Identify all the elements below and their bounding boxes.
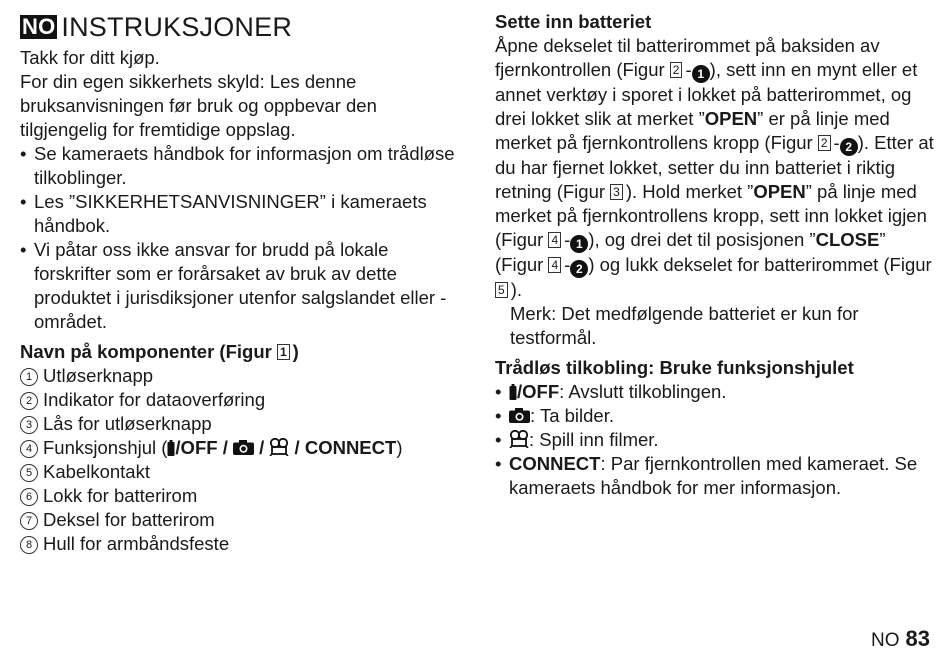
footer-language: NO — [871, 630, 900, 651]
components-heading-end: ) — [292, 341, 299, 362]
component-label: Lokk for batterirom — [43, 485, 198, 506]
wireless-item-off — [495, 380, 935, 404]
separator: / — [253, 437, 270, 458]
right-column — [495, 10, 935, 500]
item-number: 7 — [20, 512, 38, 530]
components-list — [20, 364, 460, 556]
step-marker: 2 — [840, 138, 858, 156]
component-label: Funksjonshjul ( — [43, 437, 168, 458]
component-label: Hull for armbåndsfeste — [43, 533, 230, 554]
close-label: CLOSE — [815, 229, 880, 250]
figure-ref: 3 — [610, 184, 623, 200]
wireless-heading: Trådløs tilkobling: Bruke funksjonshjulet — [495, 357, 854, 378]
intro-thanks: Takk for ditt kjøp. — [20, 47, 160, 68]
item-number: 3 — [20, 416, 38, 434]
wireless-item-photo — [495, 404, 935, 428]
movie-text: : Spill inn filmer. — [529, 429, 659, 450]
components-heading — [20, 340, 460, 364]
step-marker: 1 — [692, 65, 710, 83]
component-item — [20, 532, 460, 556]
figure-ref: 4 — [548, 232, 561, 248]
component-item — [20, 484, 460, 508]
step-marker: 2 — [570, 260, 588, 278]
figure-ref: 5 — [495, 282, 508, 298]
component-label: Indikator for dataoverføring — [43, 389, 266, 410]
page-footer — [871, 628, 930, 652]
note-item: • Vi påtar oss ikke ansvar for brudd på lokale forskrifter som er forårsaket av bruk av dette produktet i jurisdiksjoner utenfor salgslandet eller -området. — [20, 238, 460, 334]
figure-ref: 4 — [548, 257, 561, 273]
page-title — [20, 10, 460, 44]
off-text: : Avslutt tilkoblingen. — [559, 381, 727, 402]
item-number: 1 — [20, 368, 38, 386]
item-number: 8 — [20, 536, 38, 554]
separator: / — [217, 437, 233, 458]
connect-label: CONNECT — [509, 453, 601, 474]
off-label: /OFF — [175, 437, 218, 458]
off-label: /OFF — [517, 381, 560, 402]
battery-icon — [509, 384, 517, 400]
label-end: ) — [396, 437, 403, 458]
item-number: 2 — [20, 392, 38, 410]
item-number: 6 — [20, 488, 38, 506]
component-item — [20, 508, 460, 532]
page-number: 83 — [905, 626, 930, 651]
connect-label: CONNECT — [304, 437, 397, 458]
component-item — [20, 364, 460, 388]
open-label: OPEN — [704, 108, 758, 129]
camera-icon — [233, 440, 254, 455]
left-column — [20, 10, 460, 556]
note-item: • Les ”SIKKERHETSANVISNINGER” i kameraets håndbok. — [20, 190, 460, 238]
figure-ref: 2 — [818, 135, 831, 151]
figure-ref: 1 — [277, 344, 290, 360]
battery-heading: Sette inn batteriet — [495, 11, 652, 32]
wireless-item-connect — [495, 452, 935, 500]
language-badge: NO — [22, 14, 56, 39]
component-label: Deksel for batterirom — [43, 509, 215, 530]
battery-instructions: Åpne dekselet til batterirommet på baksiden av fjernkontrollen (Figur 2 - 1 ), sett inn en mynt eller et annet verktøy i sporet i lokket på batterirommet, og drei lokket slik at merket ”OPEN” er på linje med merket på fjernkontrollens kropp (Figur 2 - 2 ). Etter at du har fjernet lokket, setter du inn batteriet i riktig retning (Figur 3 ). Hold merket ”OPEN” på linje med merket på fjernkontrollens kropp, sett inn lokket igjen (Figur 4 - 1 ), og drei det til posisjonen ”CLOSE” (Figur 4 - 2 ) og lukk dekselet for batterirommet (Figur 5 ). — [495, 35, 934, 300]
component-label: Utløserknapp — [43, 365, 154, 386]
connect-text: : Par fjernkontrollen med kameraet. Se kameraets håndbok for mer informasjon. — [509, 453, 918, 498]
component-label: Lås for utløserknapp — [43, 413, 212, 434]
intro-safety: For din egen sikkerhets skyld: Les denne bruksanvisningen før bruk og oppbevar den tilgjengelig for fremtidige oppslag. — [20, 71, 377, 140]
open-label: OPEN — [753, 181, 806, 202]
camera-icon — [509, 408, 530, 423]
item-number: 4 — [20, 440, 38, 458]
component-item — [20, 388, 460, 412]
component-item — [20, 436, 460, 460]
notes-list — [20, 142, 460, 334]
component-item — [20, 460, 460, 484]
separator: / — [289, 437, 305, 458]
movie-icon — [269, 438, 289, 456]
figure-ref: 2 — [670, 62, 683, 78]
item-number: 5 — [20, 464, 38, 482]
title-text: INSTRUKSJONER — [61, 12, 293, 42]
wireless-list — [495, 380, 935, 500]
wireless-item-movie — [495, 428, 935, 452]
movie-icon — [509, 430, 529, 448]
step-marker: 1 — [570, 235, 588, 253]
battery-note: Merk: Det medfølgende batteriet er kun for testformål. — [510, 303, 859, 348]
component-item — [20, 412, 460, 436]
component-label: Kabelkontakt — [43, 461, 150, 482]
components-heading-text: Navn på komponenter (Figur — [20, 341, 272, 362]
note-item: • Se kameraets håndbok for informasjon om trådløse tilkoblinger. — [20, 142, 460, 190]
photo-text: : Ta bilder. — [530, 405, 614, 426]
